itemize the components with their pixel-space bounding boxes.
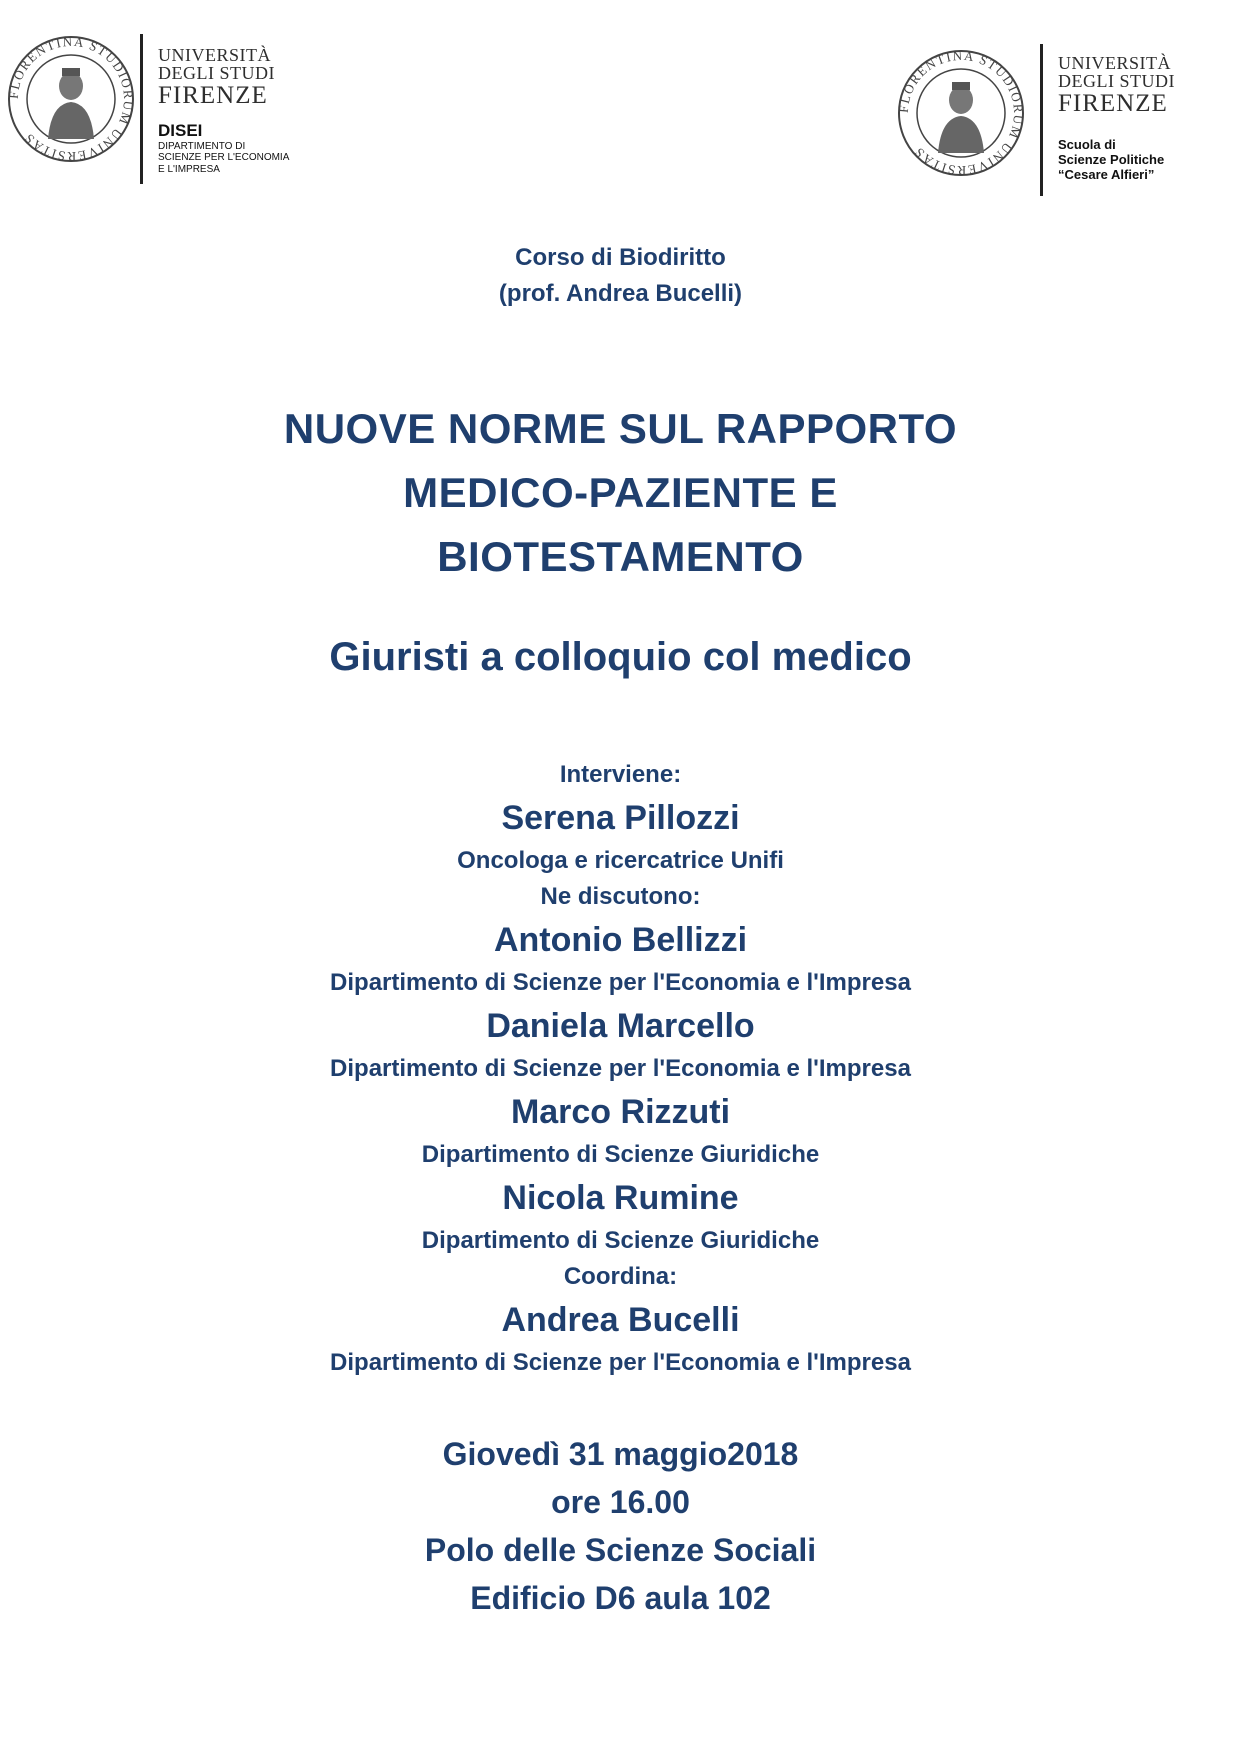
discussant-affiliation: Dipartimento di Scienze per l'Economia e l'Impresa [330,1055,911,1082]
event-title: NUOVE NORME SUL RAPPORTO MEDICO-PAZIENTE E BIOTESTAMENTO [283,405,958,580]
university-seal-icon [896,48,1026,178]
event-venue: Polo delle Scienze Sociali [424,1532,817,1568]
event-time: ore 16.00 [551,1484,690,1520]
event-room: Edificio D6 aula 102 [470,1580,771,1616]
event-date: Giovedì 31 maggio2018 [442,1436,799,1472]
university-name: UNIVERSITÀ DEGLI STUDI FIRENZE [158,45,275,109]
seal-text: FLORENTINA STUDIORUM UNIVERSITAS [896,48,1026,178]
discussants-label: Ne discutono: [540,883,701,910]
coordinator-label: Coordina: [563,1263,678,1290]
school-name: Scuola di Scienze Politiche “Cesare Alfieri” [1058,137,1165,182]
speaker-affiliation: Oncologa e ricercatrice Unifi [457,847,784,874]
seal-text: FLORENTINA STUDIORUM UNIVERSITAS [6,34,136,164]
discussant-name: Antonio Bellizzi [493,921,748,959]
course-info [0,240,1241,312]
coordinator-affiliation: Dipartimento di Scienze per l'Economia e l'Impresa [330,1349,911,1376]
logo-divider [1040,44,1043,196]
event-details [0,1430,1241,1622]
logo-unifi-scienze-politiche [896,44,1216,214]
discussant-affiliation: Dipartimento di Scienze per l'Economia e l'Impresa [330,969,911,996]
logo-unifi-disei [6,34,336,204]
discussant-name: Nicola Rumine [502,1179,739,1217]
discussant-affiliation: Dipartimento di Scienze Giuridiche [421,1227,820,1254]
university-name: UNIVERSITÀ DEGLI STUDI FIRENZE [1058,53,1175,117]
discussant-name: Daniela Marcello [486,1007,755,1045]
course-name: Corso di Biodiritto [515,244,726,271]
intervenes-label: Interviene: [559,761,682,788]
event-subtitle: Giuristi a colloquio col medico [329,635,912,679]
discussant-affiliation: Dipartimento di Scienze Giuridiche [421,1141,820,1168]
speakers-program [0,757,1241,1381]
course-professor: (prof. Andrea Bucelli) [498,280,743,307]
speaker-name: Serena Pillozzi [501,799,740,837]
coordinator-name: Andrea Bucelli [501,1301,740,1339]
department-name: DISEI DIPARTIMENTO DI SCIENZE PER L'ECONOMIA E L'IMPRESA [158,121,290,175]
logo-divider [140,34,143,184]
discussant-name: Marco Rizzuti [510,1093,731,1131]
university-seal-icon [6,34,136,164]
